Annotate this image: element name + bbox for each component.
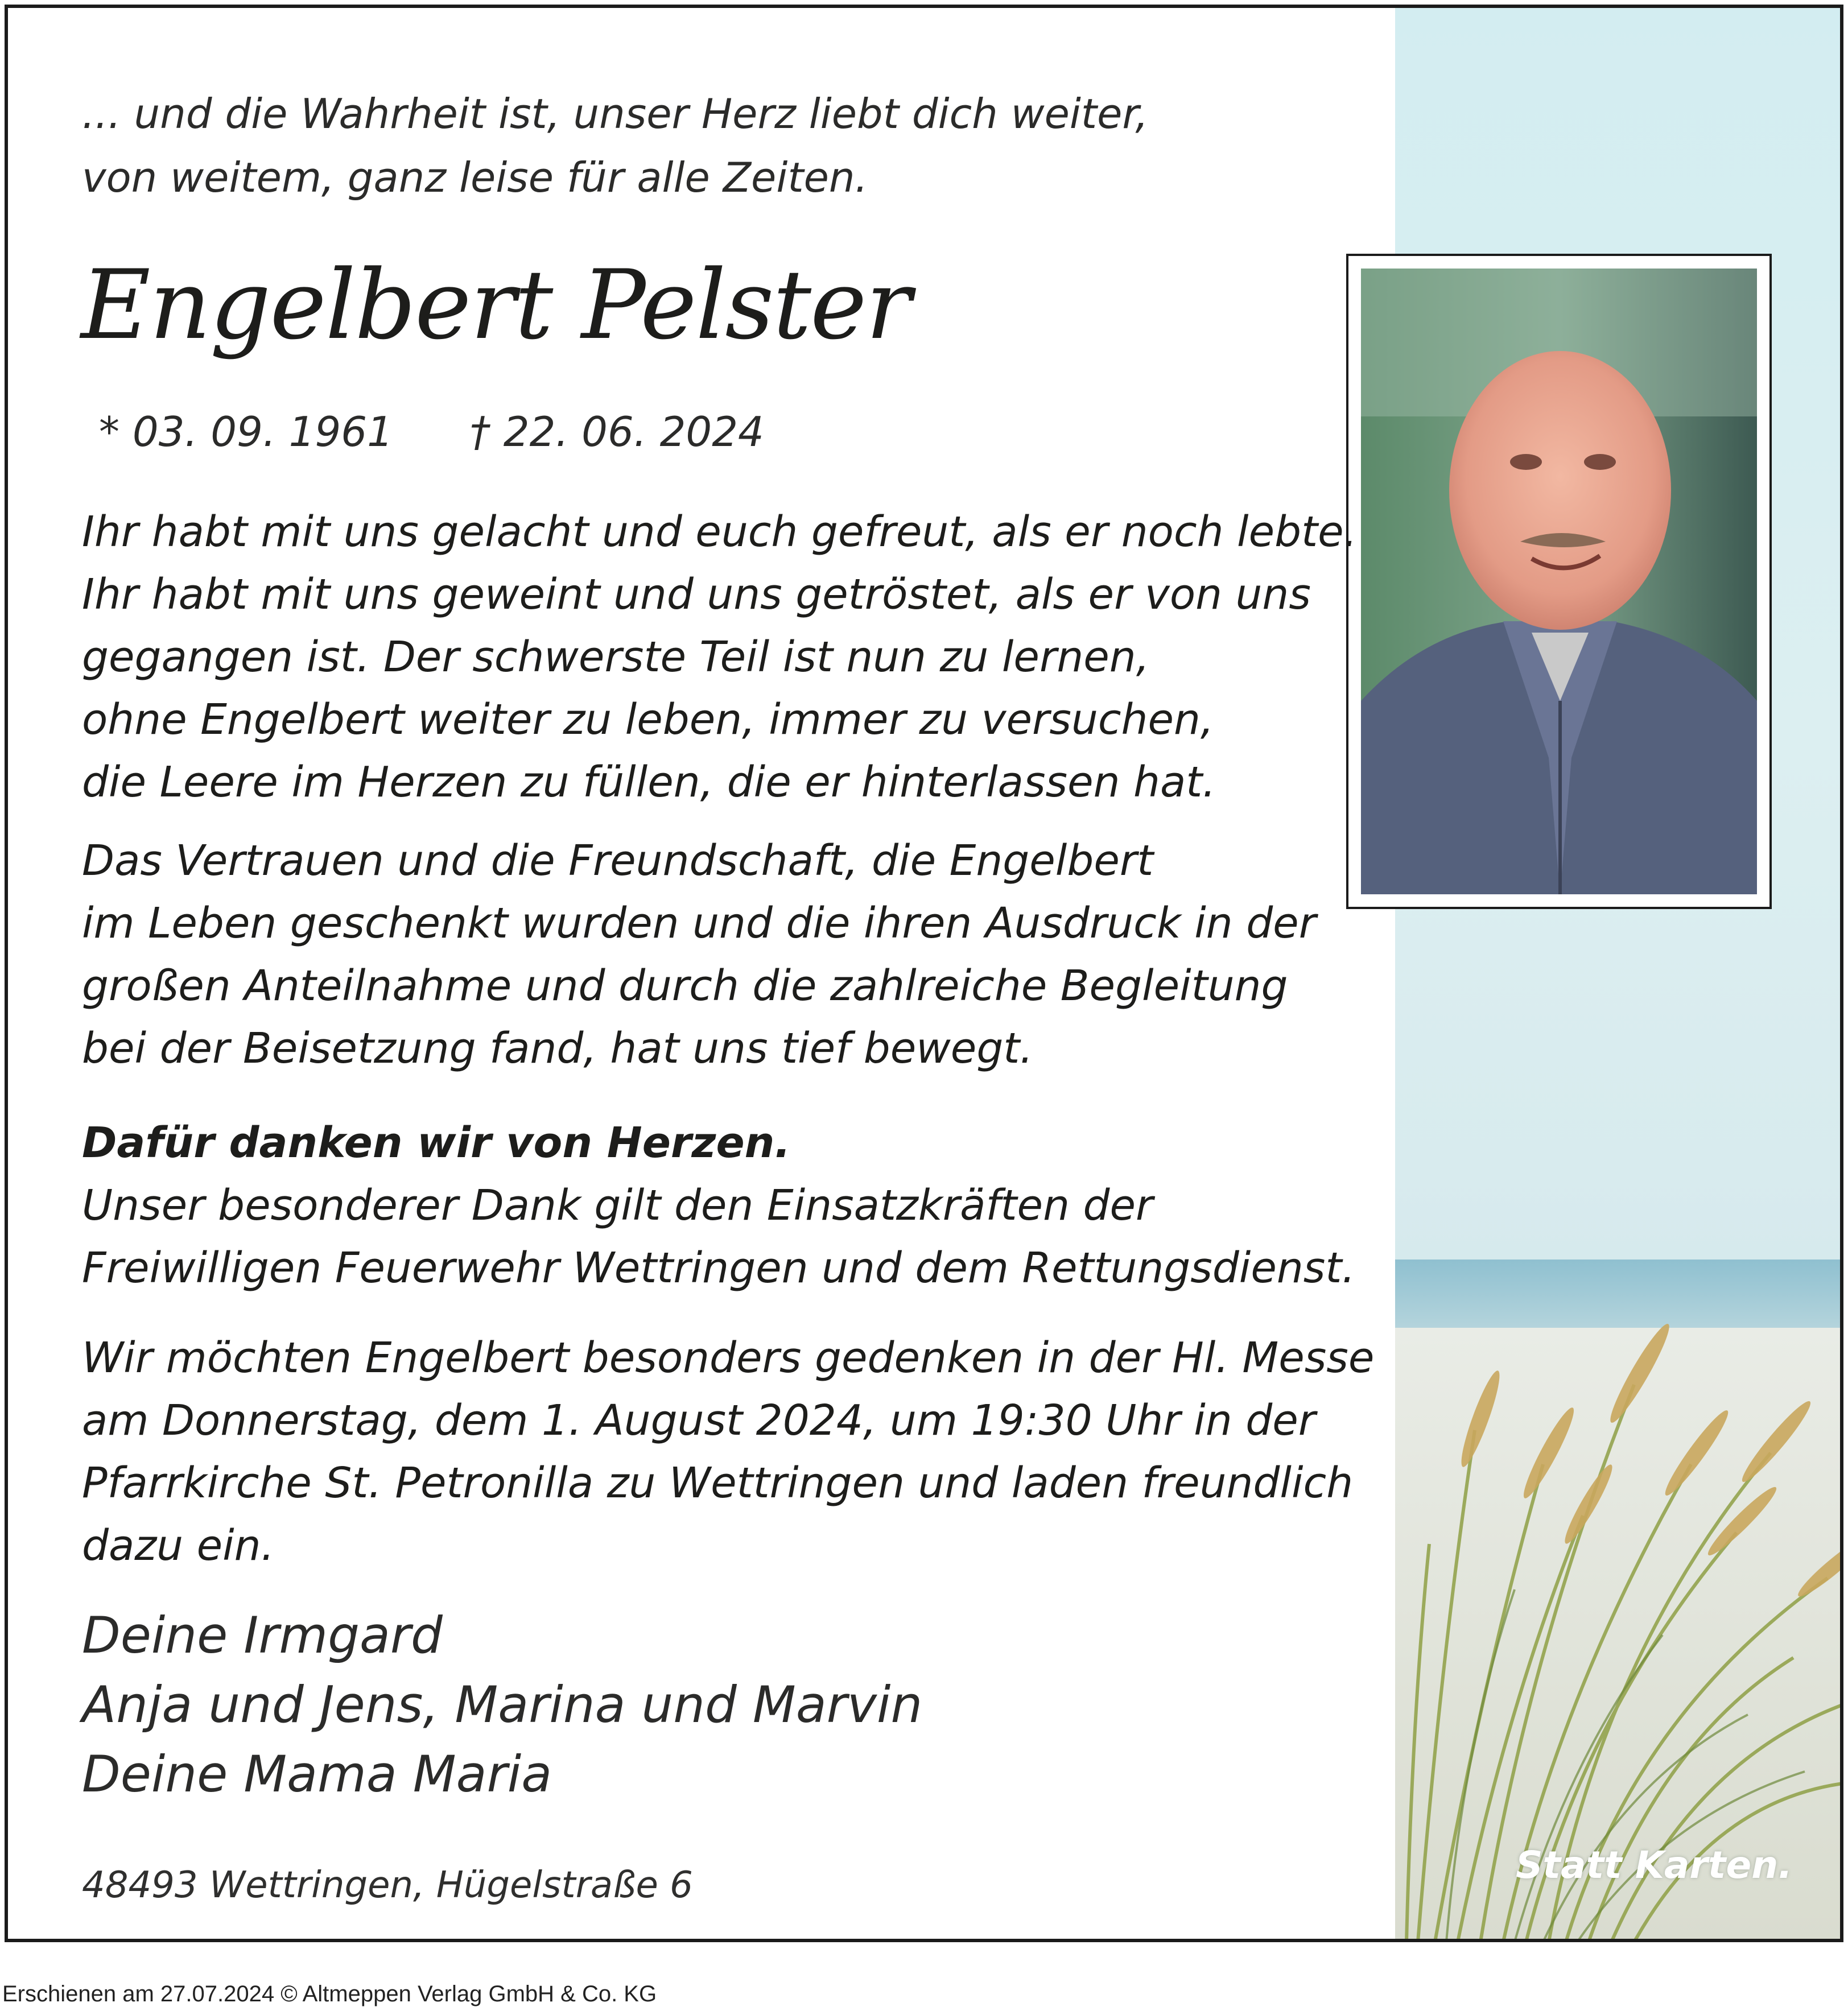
portrait-illustration (1361, 269, 1757, 894)
motto-line: ... und die Wahrheit ist, unser Herz liebt dich weiter, (82, 90, 1149, 138)
text-line: gegangen ist. Der schwerste Teil ist nun zu lernen, (82, 633, 1150, 682)
text-line: großen Anteilnahme und durch die zahlreiche Begleitung (82, 961, 1288, 1010)
statt-karten-label: Statt Karten. (1516, 1843, 1793, 1887)
thanks-heading: Dafür danken wir von Herzen. (82, 1118, 791, 1167)
text-line: die Leere im Herzen zu füllen, die er hinterlassen hat. (82, 758, 1216, 807)
portrait-photo (1361, 269, 1757, 894)
text-line: im Leben geschenkt wurden und die ihren Ausdruck in der (82, 899, 1317, 948)
paragraph-trust (82, 829, 1316, 1080)
obituary-notice (5, 5, 1843, 1942)
text-line: Ihr habt mit uns geweint und uns getröstet, als er von uns (82, 570, 1311, 619)
death-date: † 22. 06. 2024 (469, 408, 764, 456)
text-line: am Donnerstag, dem 1. August 2024, um 19:30 Uhr in der (82, 1396, 1316, 1445)
portrait-frame (1346, 254, 1772, 909)
paragraph-gratitude (82, 501, 1357, 814)
text-line: Freiwilligen Feuerwehr Wettringen und dem Rettungsdienst. (82, 1244, 1355, 1293)
text-line: ohne Engelbert weiter zu leben, immer zu versuchen, (82, 695, 1214, 744)
birth-date: * 03. 09. 1961 (99, 408, 393, 456)
text-line: Pfarrkirche St. Petronilla zu Wettringen und laden freundlich (82, 1459, 1354, 1508)
paragraph-special-thanks (82, 1174, 1355, 1299)
text-line: bei der Beisetzung fand, hat uns tief bewegt. (82, 1024, 1033, 1073)
text-line: Das Vertrauen und die Freundschaft, die Engelbert (82, 836, 1154, 885)
signature-line: Anja und Jens, Marina und Marvin (82, 1675, 923, 1734)
signature-line: Deine Irmgard (82, 1606, 443, 1665)
paragraph-mass (82, 1327, 1374, 1577)
deceased-name: Engelbert Pelster (81, 249, 910, 361)
publication-imprint: Erschienen am 27.07.2024 © Altmeppen Verlag GmbH & Co. KG (2, 1981, 657, 2006)
motto-line: von weitem, ganz leise für alle Zeiten. (82, 154, 868, 201)
motto-quote (82, 82, 1148, 209)
signature-line: Deine Mama Maria (82, 1745, 552, 1803)
text-line: Wir möchten Engelbert besonders gedenken in der Hl. Messe (82, 1333, 1375, 1382)
family-address: 48493 Wettringen, Hügelstraße 6 (82, 1864, 693, 1906)
life-dates (99, 406, 764, 457)
text-line: Unser besonderer Dank gilt den Einsatzkräften der (82, 1181, 1153, 1230)
text-line: Ihr habt mit uns gelacht und euch gefreut, als er noch lebte. (82, 507, 1358, 556)
family-signature (82, 1601, 922, 1809)
text-line: dazu ein. (82, 1521, 275, 1570)
